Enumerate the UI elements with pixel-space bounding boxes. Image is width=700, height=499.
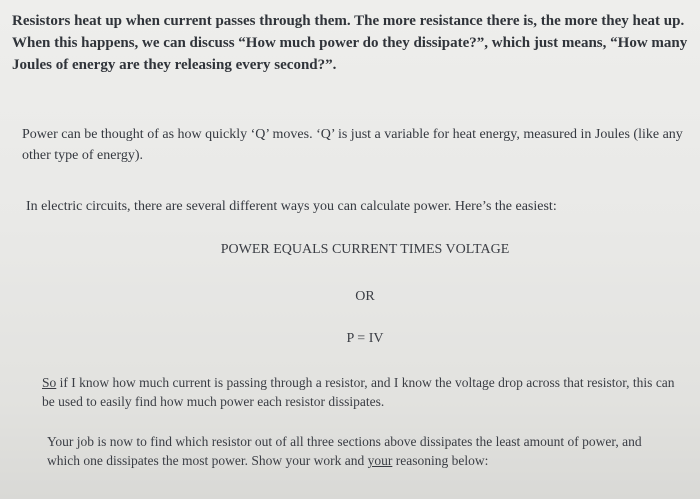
explanation-paragraph <box>42 373 682 411</box>
task-paragraph <box>47 432 677 470</box>
explanation-text: if I know how much current is passing through a resistor, and I know the voltage drop across that resistor, this can be used to easily find how much power each resistor dissipates. <box>42 375 675 409</box>
intro-paragraph: Resistors heat up when current passes through them. The more resistance there is, the more they heat up. When this happens, we can discuss “How much power do they dissipate?”, which just means, “How many Joules of energy are they releasing every second?”. <box>12 13 688 73</box>
ways-intro-paragraph: In electric circuits, there are several different ways you can calculate power. Here’s the easiest: <box>26 199 557 214</box>
so-word: So <box>42 375 57 390</box>
task-text-before: Your job is now to find which resistor out of all three sections above dissipates the least amount of power, and which one dissipates the most power. Show your work and <box>47 434 642 468</box>
your-word: your <box>367 453 393 468</box>
power-formula: P = IV <box>346 331 384 346</box>
or-text: OR <box>355 289 375 304</box>
power-definition-paragraph: Power can be thought of as how quickly ‘Q’ moves. ‘Q’ is just a variable for heat energy, measured in Joules (like any other type of energy). <box>22 127 683 163</box>
formula-words: POWER EQUALS CURRENT TIMES VOLTAGE <box>220 242 510 257</box>
task-text-after: reasoning below: <box>392 453 489 468</box>
